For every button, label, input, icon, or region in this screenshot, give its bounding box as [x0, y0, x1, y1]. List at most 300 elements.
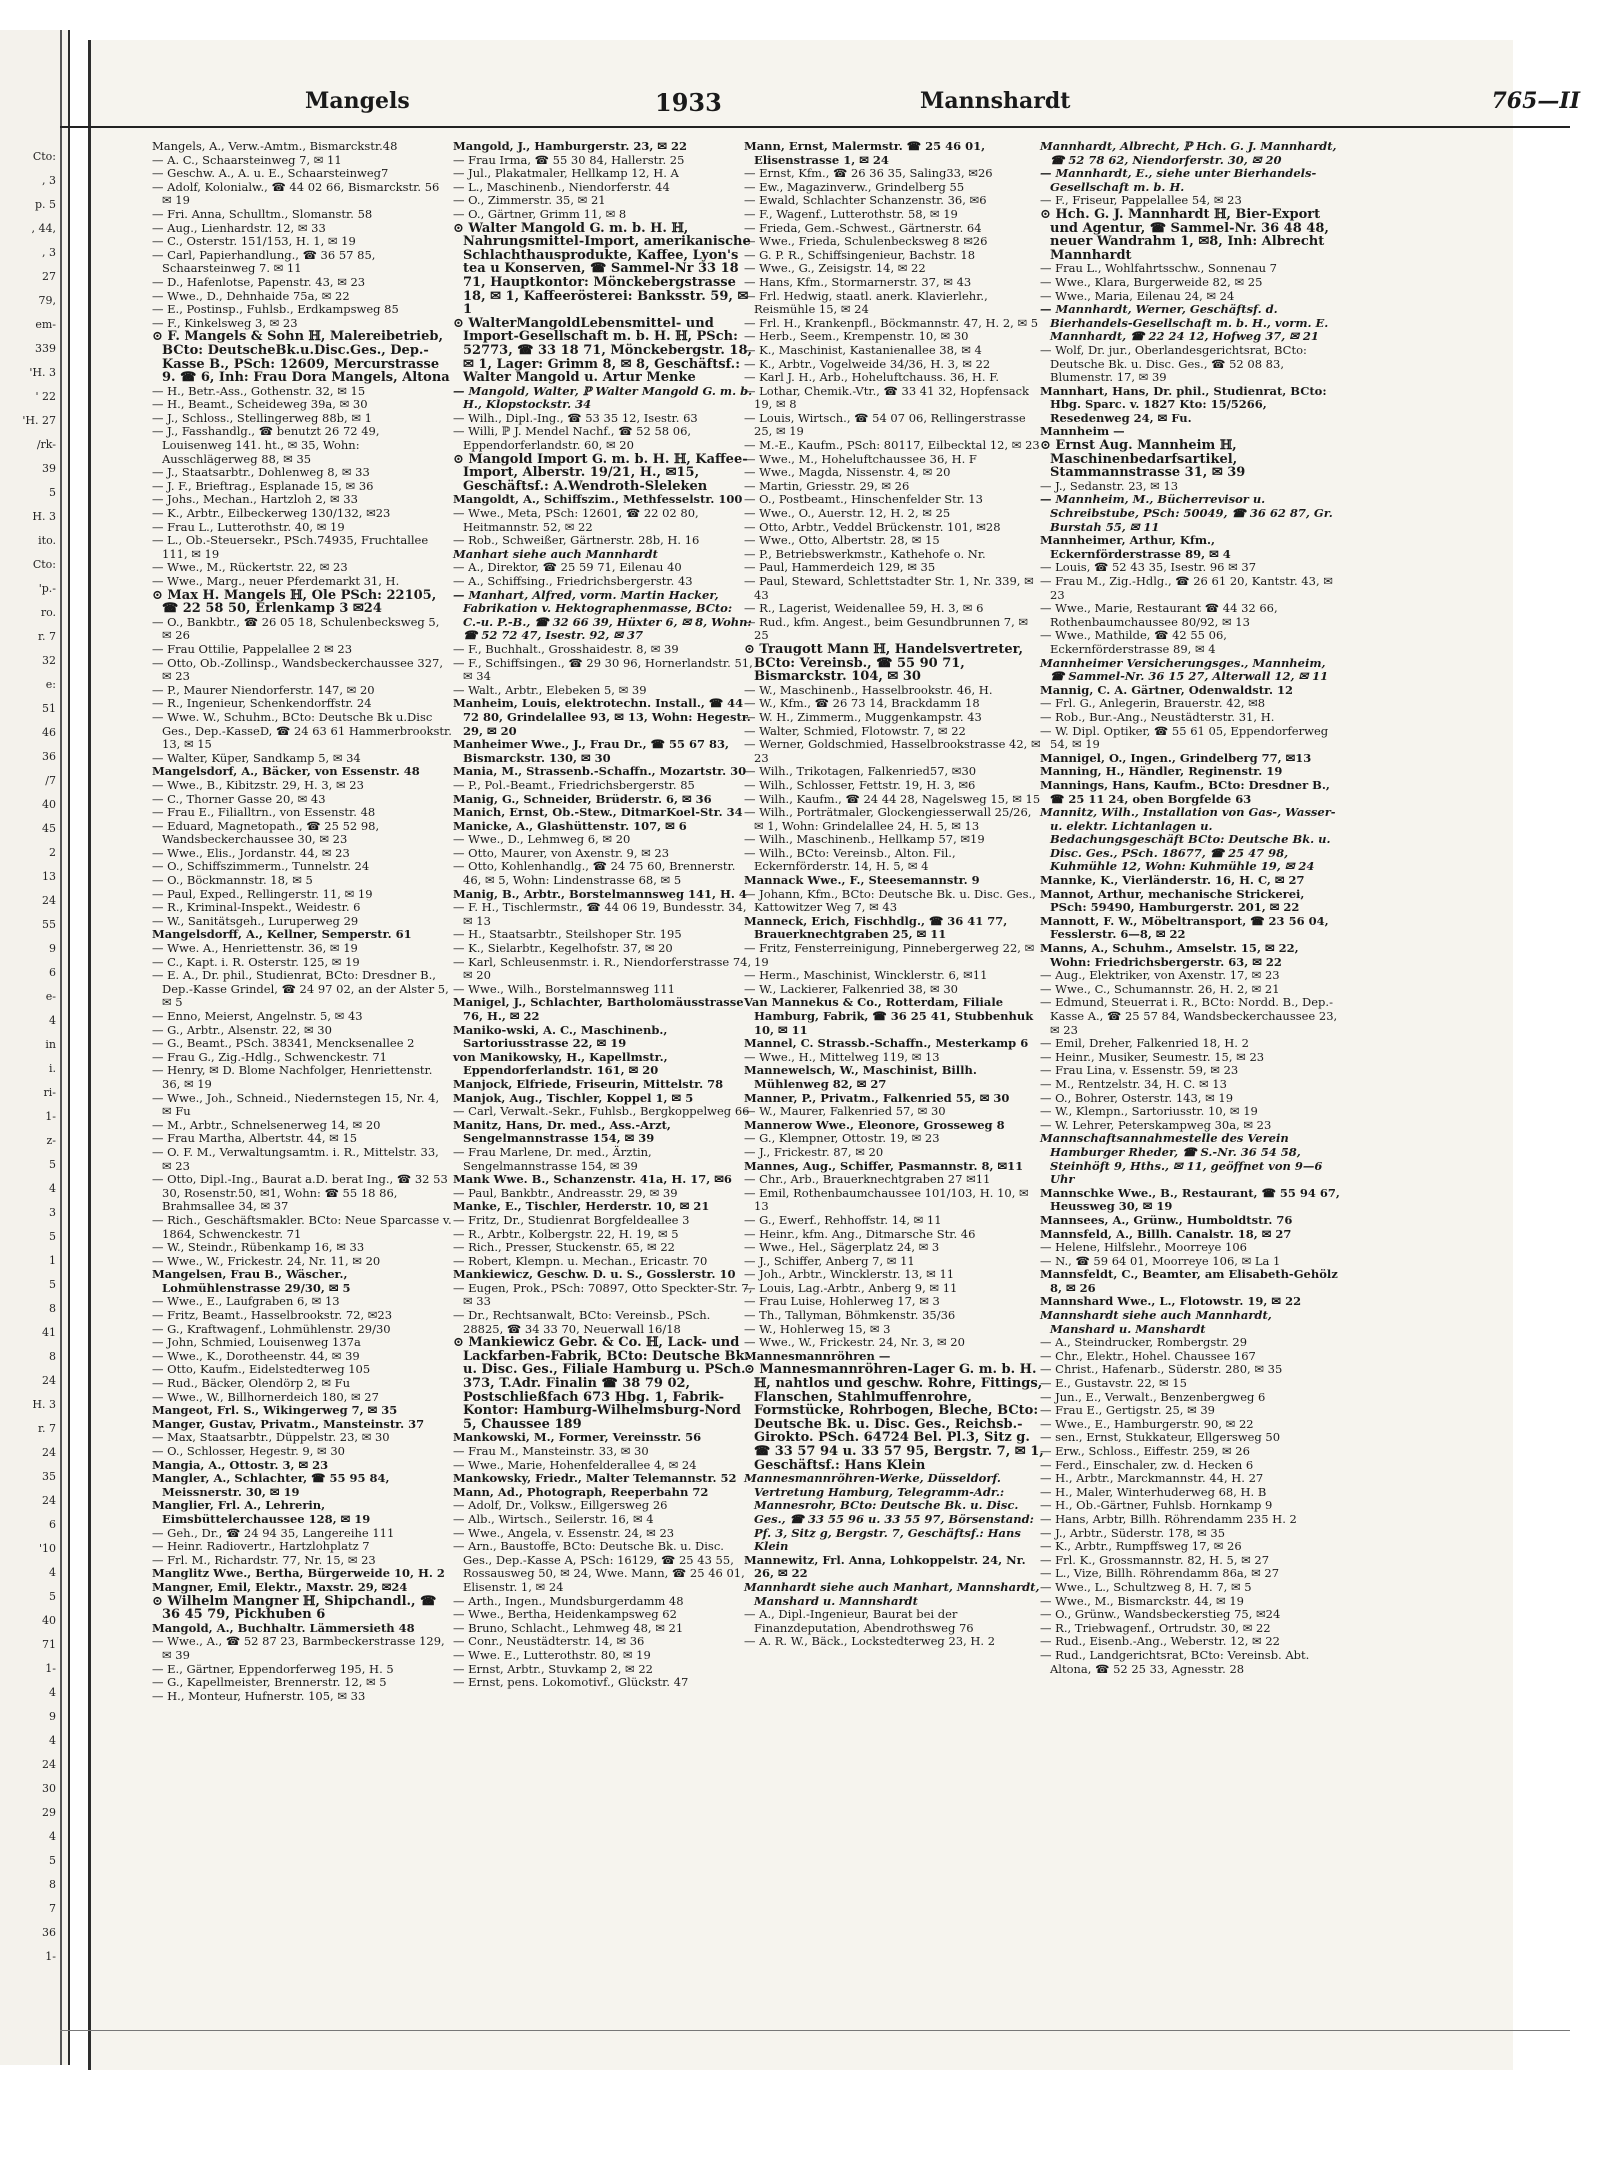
directory-entry: Mannewitz, Frl. Anna, Lohkoppelstr. 24, Nr. 26, ✉ 22: [744, 1552, 1026, 1581]
left-fragment: 1-: [45, 1950, 56, 1963]
directory-entry: — Wwe., E., Hamburgerstr. 90, ✉ 22: [1040, 1416, 1254, 1431]
directory-entry: — H., Beamt., Scheideweg 39a, ✉ 30: [152, 397, 368, 412]
left-fragment: ito.: [38, 534, 56, 547]
directory-entry: — Frau E., Filialltrn., von Essenstr. 48: [152, 805, 376, 820]
directory-entry: — Otto, Maurer, von Axenstr. 9, ✉ 23: [453, 845, 670, 860]
left-fragment: 4: [49, 1734, 56, 1747]
directory-entry: von Manikowsky, H., Kapellmstr., Eppendorferlandstr. 161, ✉ 20: [453, 1049, 668, 1078]
directory-entry: — Wwe., A., ☎ 52 87 23, Barmbeckerstrasse 129, ✉ 39: [152, 1634, 445, 1662]
directory-entry: Mannschaftsannahmestelle des Verein Hamburger Rheder, ☎ S.-Nr. 36 54 58, Steinhöft 9, Hths., ✉ 11, geöffnet von 9—6 Uhr: [1040, 1131, 1323, 1187]
directory-entry: — Carl, Papierhandlung., ☎ 36 57 85, Schaarsteinweg 7. ✉ 11: [152, 247, 376, 276]
directory-entry: — Ferd., Einschaler, zw. d. Hecken 6: [1040, 1457, 1254, 1472]
left-fragment: 7: [49, 1902, 56, 1915]
directory-entry: Mankowsky, Friedr., Malter Telemannstr. 52: [453, 1471, 737, 1486]
directory-entry: — H., Arbtr., Marckmannstr. 44, H. 27: [1040, 1471, 1264, 1486]
directory-entry: — Wolf, Dr. jur., Oberlandesgerichtsrat, BCto: Deutsche Bk. u. Disc. Ges., ☎ 52 08 83, Blumenstr. 17, ✉ 39: [1040, 342, 1307, 385]
directory-entry: — Jul., Plakatmaler, Hellkamp 12, H. A: [453, 166, 679, 181]
directory-entry: — Fritz, Beamt., Hasselbrookstr. 72, ✉23: [152, 1308, 393, 1323]
directory-entry: — Karl J. H., Arb., Hoheluftchauss. 36, H. F.: [744, 370, 1000, 385]
directory-entry: Mannack Wwe., F., Steesemannstr. 9: [744, 873, 980, 888]
directory-entry: — Wwe., M., Bismarckstr. 44, ✉ 19: [1040, 1593, 1244, 1608]
directory-entry: — Frau Ottilie, Pappelallee 2 ✉ 23: [152, 641, 353, 656]
directory-entry: — Paul, Exped., Rellingerstr. 11, ✉ 19: [152, 886, 373, 901]
left-fragment: 8: [49, 1350, 56, 1363]
left-fragment: 24: [42, 894, 56, 907]
directory-entry: — Fri. Anna, Schulltm., Slomanstr. 58: [152, 206, 373, 221]
directory-entry: — Arth., Ingen., Mundsburgerdamm 48: [453, 1593, 684, 1608]
directory-entry: Mannshardt siehe auch Mannhardt, Manshard u. Manshardt: [1040, 1308, 1272, 1336]
left-fragment: 2: [49, 846, 56, 859]
header-year: 1933: [655, 88, 722, 117]
directory-entry: Mannheim —: [1040, 424, 1125, 439]
directory-entry: — Frau M., Zig.-Hdlg., ☎ 26 61 20, Kantstr. 43, ✉ 23: [1040, 574, 1333, 602]
directory-entry: — C., Osterstr. 151/153, H. 1, ✉ 19: [152, 234, 356, 249]
directory-entry: — Emil, Rothenbaumchaussee 101/103, H. 10, ✉ 13: [744, 1185, 1029, 1214]
directory-entry: — Frl. K., Grossmannstr. 82, H. 5, ✉ 27: [1040, 1552, 1270, 1567]
directory-entry: — H., Betr.-Ass., Gothenstr. 32, ✉ 15: [152, 383, 366, 398]
directory-entry: — Eugen, Prok., PSch: 70897, Otto Speckter-Str. 7, ✉ 33: [453, 1280, 753, 1309]
directory-entry: — D., Hafenlotse, Papenstr. 43, ✉ 23: [152, 274, 366, 289]
left-fragment: 36: [42, 1926, 56, 1939]
directory-entry: Mannsfeld, A., Billh. Canalstr. 18, ✉ 27: [1040, 1226, 1292, 1241]
directory-entry: Manglier, Frl. A., Lehrerin, Eimsbüttelerchaussee 128, ✉ 19: [152, 1498, 371, 1526]
directory-column-3: [744, 140, 1044, 1649]
directory-entry: — Henry, ✉ D. Blome Nachfolger, Henriettenstr. 36, ✉ 19: [152, 1063, 433, 1091]
directory-entry: — Wwe., O., Auerstr. 12, H. 2, ✉ 25: [744, 506, 951, 521]
left-fragment: 'H. 27: [22, 414, 56, 427]
directory-entry: — R., Arbtr., Kolbergstr. 22, H. 19, ✉ 5: [453, 1226, 679, 1241]
directory-entry: — Wilh., Schlosser, Fettstr. 19, H. 3, ✉6: [744, 777, 976, 792]
directory-entry: — Werner, Goldschmied, Hasselbrookstrasse 42, ✉ 23: [744, 737, 1041, 765]
directory-entry: — Mangold, Walter, ℙ Walter Mangold G. m. b. H., Klopstockstr. 34: [453, 383, 753, 412]
directory-entry: — Joh., Arbtr., Wincklerstr. 13, ✉ 11: [744, 1267, 955, 1282]
directory-entry: — Wwe., Marie, Restaurant ☎ 44 32 66, Rothenbaumchaussee 80/92, ✉ 13: [1040, 601, 1278, 629]
directory-entry: — Karl, Schleusenmstr. i. R., Niendorferstrasse 74, ✉ 20: [453, 954, 752, 983]
left-fragment: Cto:: [32, 558, 56, 571]
left-fragment: 24: [42, 1758, 56, 1771]
left-fragment: 339: [35, 342, 56, 355]
directory-entry: — W., Maurer, Falkenried 57, ✉ 30: [744, 1104, 946, 1119]
left-fragment: i.: [48, 1062, 56, 1075]
directory-entry: — Ernst, pens. Lokomotivf., Glückstr. 47: [453, 1675, 689, 1690]
directory-entry: Mannot, Arthur, mechanische Strickerei, PSch: 59490, Hamburgerstr. 201, ✉ 22: [1040, 886, 1305, 915]
directory-entry: Mangler, A., Schlachter, ☎ 55 95 84, Meissnerstr. 30, ✉ 19: [152, 1471, 390, 1499]
left-fragment: 24: [42, 1374, 56, 1387]
left-fragment: 9: [49, 942, 56, 955]
directory-entry: ⊙ Max H. Mangels ℍ, Ole PSch: 22105, ☎ 22 58 50, Erlenkamp 3 ✉24: [152, 587, 437, 617]
directory-entry: — Frau L., Wohlfahrtsschw., Sonnenau 7: [1040, 261, 1277, 276]
directory-entry: — F., Schiffsingen., ☎ 29 30 96, Hornerlandstr. 51, ✉ 34: [453, 655, 753, 684]
directory-entry: — Wwe., L., Schultzweg 8, H. 7, ✉ 5: [1040, 1579, 1252, 1594]
directory-entry: — Frau G., Zig.-Hdlg., Schwenckestr. 71: [152, 1049, 387, 1064]
directory-entry: — Adolf, Kolonialw., ☎ 44 02 66, Bismarckstr. 56 ✉ 19: [152, 179, 440, 208]
left-fragment: , 3: [42, 246, 56, 259]
directory-entry: — Wwe., K., Dorotheenstr. 44, ✉ 39: [152, 1348, 360, 1363]
directory-entry: — Rob., Schweißer, Gärtnerstr. 28b, H. 16: [453, 533, 700, 548]
page-gutter-line: [60, 30, 62, 2065]
directory-entry: — Frau Luise, Hohlerweg 17, ✉ 3: [744, 1294, 940, 1309]
directory-entry: — Wwe., Otto, Albertstr. 28, ✉ 15: [744, 533, 940, 548]
directory-entry: — Wilh., Dipl.-Ing., ☎ 53 35 12, Isestr. 63: [453, 410, 698, 425]
directory-entry: — A., Schiffsing., Friedrichsbergerstr. 43: [453, 574, 693, 588]
directory-entry: Mankowski, M., Former, Vereinsstr. 56: [453, 1430, 702, 1445]
left-fragment: 5: [49, 1158, 56, 1171]
left-fragment: em-: [35, 318, 56, 331]
directory-entry: — Wilh., Maschinenb., Hellkamp 57, ✉19: [744, 832, 985, 847]
directory-entry: Mannesmannröhren-Werke, Düsseldorf. Vertretung Hamburg, Telegramm-Adr.: Mannesrohr, BCto: Deutsche Bk. u. Disc. Ges., ☎ 33 55 96 u. 33 55 97, Börsenstand: Pf. 3, Sitz g, Bergstr. 7, Geschäftsf.: Hans Klein: [744, 1471, 1034, 1554]
directory-entry: — Wwe., Marg., neuer Pferdemarkt 31, H.: [152, 574, 400, 588]
left-fragment: 4: [49, 1014, 56, 1027]
directory-entry: — L., Vize, Billh. Röhrendamm 86a, ✉ 27: [1040, 1566, 1280, 1581]
directory-entry: — Jun., E., Verwalt., Benzenbergweg 6: [1040, 1389, 1266, 1404]
directory-entry: Mannings, Hans, Kaufm., BCto: Dresdner B., ☎ 25 11 24, oben Borgfelde 63: [1040, 777, 1330, 806]
directory-entry: — W., Maschinenb., Hasselbrookstr. 46, H.: [744, 682, 993, 697]
directory-entry: Mannesmannröhren —: [744, 1348, 891, 1363]
directory-entry: — Frl. M., Richardstr. 77, Nr. 15, ✉ 23: [152, 1552, 376, 1567]
directory-entry: — Wwe., B., Kibitzstr. 29, H. 3, ✉ 23: [152, 777, 364, 792]
directory-entry: — O. F. M., Verwaltungsamtm. i. R., Mittelstr. 33, ✉ 23: [152, 1144, 439, 1173]
directory-entry: Manheimer Wwe., J., Frau Dr., ☎ 55 67 83, Bismarckstr. 130, ✉ 30: [453, 737, 730, 765]
directory-entry: — F., Wagenf., Lutterothstr. 58, ✉ 19: [744, 206, 958, 221]
directory-entry: — Rich., Presser, Stuckenstr. 65, ✉ 22: [453, 1240, 675, 1255]
directory-entry: — C., Thorner Gasse 20, ✉ 43: [152, 791, 326, 806]
directory-entry: ⊙ Traugott Mann ℍ, Handelsvertreter, BCto: Vereinsb., ☎ 55 90 71, Bismarckstr. 104, ✉ 30: [744, 641, 1024, 685]
directory-entry: ⊙ Mangold Import G. m. b. H. ℍ, Kaffee-Import, Alberstr. 19/21, H., ✉15, Geschäftsf.: A.Wendroth-Sleleken: [453, 451, 748, 494]
directory-entry: — Enno, Meierst, Angelnstr. 5, ✉ 43: [152, 1009, 363, 1023]
left-fragment: 5: [49, 486, 56, 499]
directory-entry: — W. Lehrer, Peterskampweg 30a, ✉ 23: [1040, 1117, 1272, 1132]
directory-entry: Mangold, J., Hamburgerstr. 23, ✉ 22: [453, 139, 688, 153]
directory-entry: — Hans, Arbtr, Billh. Röhrendamm 235 H. 2: [1040, 1511, 1297, 1526]
directory-entry: — Ernst, Arbtr., Stuvkamp 2, ✉ 22: [453, 1661, 653, 1676]
directory-entry: — Wwe., C., Schumannstr. 26, H. 2, ✉ 21: [1040, 981, 1280, 996]
directory-entry: — Christ., Hafenarb., Süderstr. 280, ✉ 35: [1040, 1362, 1283, 1377]
left-fragment: 8: [49, 1302, 56, 1315]
directory-entry: — Wwe., Bertha, Heidenkampsweg 62: [453, 1607, 677, 1622]
directory-entry: Mannerow Wwe., Eleonore, Grosseweg 8: [744, 1117, 1005, 1132]
directory-entry: — Paul, Hammerdeich 129, ✉ 35: [744, 560, 936, 575]
left-fragment: 'p.-: [38, 582, 56, 595]
directory-entry: — Carl, Verwalt.-Sekr., Fuhlsb., Bergkoppelweg 66: [453, 1104, 750, 1119]
directory-entry: — J., Fasshandlg., ☎ benutzt 26 72 49, Louisenweg 141. ht., ✉ 35, Wohn: Ausschlägerweg 88, ✉ 35: [152, 424, 380, 466]
directory-entry: — H., Maler, Winterhuderweg 68, H. B: [1040, 1484, 1267, 1499]
directory-entry: Mannshard Wwe., L., Flotowstr. 19, ✉ 22: [1040, 1294, 1302, 1309]
directory-entry: — Geh., Dr., ☎ 24 94 35, Langereihe 111: [152, 1525, 395, 1540]
directory-entry: — P., Pol.-Beamt., Friedrichsbergerstr. 85: [453, 777, 695, 792]
directory-entry: — G. P. R., Schiffsingenieur, Bachstr. 18: [744, 247, 976, 262]
directory-entry: — O., Böckmannstr. 18, ✉ 5: [152, 873, 313, 888]
directory-entry: — Adolf, Dr., Volksw., Eillgersweg 26: [453, 1498, 668, 1513]
left-fragment: 3: [49, 1206, 56, 1219]
directory-entry: — Frau L., Lutterothstr. 40, ✉ 19: [152, 519, 345, 534]
directory-entry: — Emil, Dreher, Falkenried 18, H. 2: [1040, 1036, 1249, 1051]
left-fragment: 1-: [45, 1662, 56, 1675]
directory-entry: — Frieda, Gem.-Schwest., Gärtnerstr. 64: [744, 220, 982, 235]
directory-entry: — G., Arbtr., Alsenstr. 22, ✉ 30: [152, 1022, 332, 1037]
left-fragment: 40: [42, 798, 56, 811]
directory-entry: — Rud., Eisenb.-Ang., Weberstr. 12, ✉ 22: [1040, 1634, 1280, 1649]
footer-rule: [60, 2030, 1570, 2031]
directory-entry: Mangoldt, A., Schiffszim., Methfesselstr. 100: [453, 492, 743, 507]
directory-entry: — K., Arbtr., Rumpffsweg 17, ✉ 26: [1040, 1539, 1242, 1554]
left-fragment: 6: [49, 966, 56, 979]
directory-entry: — Paul, Bankbtr., Andreasstr. 29, ✉ 39: [453, 1185, 678, 1200]
directory-entry: — Lothar, Chemik.-Vtr., ☎ 33 41 32, Hopfensack 19, ✉ 8: [744, 383, 1029, 412]
directory-entry: — J., Schloss., Stellingerweg 88b, ✉ 1: [152, 410, 372, 425]
left-fragment: , 3: [42, 174, 56, 187]
directory-entry: — Wwe. E., Lutterothstr. 80, ✉ 19: [453, 1647, 651, 1662]
directory-entry: Manigel, J., Schlachter, Bartholomäusstrasse 76, H., ✉ 22: [453, 995, 744, 1023]
directory-entry: — Wwe., Wilh., Borstelmannsweg 111: [453, 981, 675, 996]
directory-entry: — K., Maschinist, Kastanienallee 38, ✉ 4: [744, 342, 982, 357]
left-fragment: 41: [42, 1326, 56, 1339]
directory-entry: Manns, A., Schuhm., Amselstr. 15, ✉ 22, Wohn: Friedrichsbergerstr. 63, ✉ 22: [1040, 941, 1299, 969]
directory-entry: — W., Klempn., Sartoriusstr. 10, ✉ 19: [1040, 1104, 1258, 1119]
directory-entry: — O., Gärtner, Grimm 11, ✉ 8: [453, 206, 627, 221]
directory-entry: Mangelsen, Frau B., Wäscher., Lohmühlenstrasse 29/30, ✉ 5: [152, 1267, 351, 1295]
directory-entry: — Johann, Kfm., BCto: Deutsche Bk. u. Disc. Ges., Kattowitzer Weg 7, ✉ 43: [744, 886, 1036, 915]
directory-entry: Mannel, C. Strassb.-Schaffn., Mesterkamp 6: [744, 1036, 1029, 1051]
directory-entry: — G., Klempner, Ottostr. 19, ✉ 23: [744, 1131, 940, 1146]
directory-entry: Manglitz Wwe., Bertha, Bürgerweide 10, H. 2: [152, 1566, 445, 1581]
directory-entry: — Wwe., Angela, v. Essenstr. 24, ✉ 23: [453, 1525, 675, 1540]
directory-entry: Manig, G., Schneider, Brüderstr. 6, ✉ 36: [453, 791, 712, 806]
directory-entry: Manig, B., Arbtr., Borstelmannsweg 141, H. 4: [453, 886, 747, 901]
directory-entry: — Chr., Arb., Brauerknechtgraben 27 ✉11: [744, 1172, 991, 1187]
directory-entry: — Wwe., H., Mittelweg 119, ✉ 13: [744, 1049, 940, 1064]
directory-entry: Mann, Ad., Photograph, Reeperbahn 72: [453, 1484, 709, 1499]
directory-entry: — Herb., Seem., Krempenstr. 10, ✉ 30: [744, 329, 969, 344]
left-fragment: 5: [49, 1230, 56, 1243]
directory-entry: ⊙ Mannesmannröhren-Lager G. m. b. H. ℍ, nahtlos und geschw. Rohre, Fittings, Flanschen, Stahlmuffenrohre, Formstücke, Rohrbogen, Bleche, BCto: Deutsche Bk. u. Disc. Ges., Reichsb.-Girokto. PSch. 64724 Bel. Pl.3, Sitz g. ☎ 33 57 94 u. 33 57 95, Bergstr. 7, ✉ 1, Geschäftsf.: Hans Klein: [744, 1362, 1044, 1473]
directory-entry: — O., Postbeamt., Hinschenfelder Str. 13: [744, 492, 983, 507]
directory-entry: — Heinr. Radiovertr., Hartzlohplatz 7: [152, 1539, 370, 1554]
directory-entry: Mannott, F. W., Möbeltransport, ☎ 23 56 04, Fesslerstr. 6—8, ✉ 22: [1040, 913, 1329, 942]
left-fragment: p. 5: [34, 198, 56, 211]
left-fragment: 8: [49, 1878, 56, 1891]
directory-entry: — Aug., Lienhardstr. 12, ✉ 33: [152, 220, 326, 235]
directory-entry: — John, Schmied, Louisenweg 137a: [152, 1335, 361, 1350]
left-fragment: 6: [49, 1518, 56, 1531]
directory-entry: — J. F., Brieftrag., Esplanade 15, ✉ 36: [152, 478, 374, 493]
directory-entry: — Herm., Maschinist, Wincklerstr. 6, ✉11: [744, 968, 988, 983]
directory-entry: Mangelsdorf, A., Bäcker, von Essenstr. 48: [152, 764, 420, 779]
directory-entry: — Mannhardt, E., siehe unter Bierhandels-Gesellschaft m. b. H.: [1040, 166, 1317, 194]
directory-entry: — Johs., Mechan., Hartzloh 2, ✉ 33: [152, 492, 358, 507]
directory-entry: — Erw., Schloss., Eiffestr. 259, ✉ 26: [1040, 1444, 1250, 1458]
directory-entry: — W. Dipl. Optiker, ☎ 55 61 05, Eppendorferweg 54, ✉ 19: [1040, 723, 1329, 752]
directory-entry: — Fritz, Dr., Studienrat Borgfeldeallee 3: [453, 1212, 690, 1227]
directory-entry: — Wwe. W., Schuhm., BCto: Deutsche Bk u.Disc Ges., Dep.-KasseD, ☎ 24 63 61 Hammerbrookstr. 13, ✉ 15: [152, 709, 452, 752]
left-fragment: 'H. 3: [29, 366, 56, 379]
directory-entry: — Otto, Ob.-Zollinsp., Wandsbeckerchaussee 327, ✉ 23: [152, 655, 443, 684]
directory-entry: Mannsees, A., Grünw., Humboldtstr. 76: [1040, 1212, 1293, 1227]
directory-entry: ⊙ F. Mangels & Sohn ℍ, Malereibetrieb, BCto: DeutscheBk.u.Disc.Ges., Dep.-Kasse B., PSch: 12609, Mercurstrasse 9. ☎ 6, Inh: Frau Dora Mangels, Altona: [152, 329, 450, 386]
left-fragment: 5: [49, 1590, 56, 1603]
directory-entry: — A. C., Schaarsteinweg 7, ✉ 11: [152, 152, 342, 167]
directory-entry: Mannheimer Versicherungsges., Mannheim, ☎ Sammel-Nr. 36 15 27, Alterwall 12, ✉ 11: [1040, 655, 1329, 684]
directory-entry: — Wilh., Trikotagen, Falkenried57, ✉30: [744, 764, 977, 779]
directory-entry: — Wilh., BCto: Vereinsb., Alton. Fil., Eckernförderstr. 14, H. 5, ✉ 4: [744, 845, 956, 874]
directory-entry: — Robert, Klempn. u. Mechan., Ericastr. 70: [453, 1253, 708, 1268]
directory-entry: — Rob., Bur.-Ang., Neustädterstr. 31, H.: [1040, 709, 1275, 724]
directory-entry: Mangner, Emil, Elektr., Maxstr. 29, ✉24: [152, 1579, 408, 1594]
directory-entry: — Walt., Arbtr., Elebeken 5, ✉ 39: [453, 682, 647, 697]
directory-entry: Mannschke Wwe., B., Restaurant, ☎ 55 94 67, Heussweg 30, ✉ 19: [1040, 1185, 1340, 1214]
directory-entry: — Frau Lina, v. Essenstr. 59, ✉ 23: [1040, 1063, 1239, 1078]
left-page-edge: [0, 30, 70, 2065]
directory-entry: — F., Friseur, Pappelallee 54, ✉ 23: [1040, 193, 1242, 208]
directory-entry: ⊙ Wilhelm Mangner ℍ, Shipchandl., ☎ 36 45 79, Pickhuben 6: [152, 1593, 437, 1623]
directory-entry: — Otto, Arbtr., Veddel Brückenstr. 101, ✉28: [744, 519, 1001, 534]
directory-entry: — K., Arbtr., Eilbeckerweg 130/132, ✉23: [152, 506, 391, 521]
directory-entry: Mangia, A., Ottostr. 3, ✉ 23: [152, 1457, 329, 1472]
directory-entry: — Wwe., D., Dehnhaide 75a, ✉ 22: [152, 288, 350, 303]
directory-entry: — Wwe., W., Billhornerdeich 180, ✉ 27: [152, 1389, 379, 1404]
left-fragment: 4: [49, 1830, 56, 1843]
directory-entry: — J., Arbtr., Süderstr. 178, ✉ 35: [1040, 1525, 1226, 1540]
left-fragment: r. 7: [37, 1422, 56, 1435]
left-fragment: 5: [49, 1854, 56, 1867]
directory-entry: ⊙ Hch. G. J. Mannhardt ℍ, Bier-Export und Agentur, ☎ Sammel-Nr. 36 48 48, neuer Wandrahm 1, ✉8, Inh: Albrecht Mannhardt: [1040, 206, 1329, 263]
directory-entry: — O., Zimmerstr. 35, ✉ 21: [453, 193, 606, 208]
directory-entry: — Aug., Elektriker, von Axenstr. 17, ✉ 23: [1040, 968, 1280, 983]
directory-entry: Mangold, A., Buchhaltr. Lämmersieth 48: [152, 1620, 415, 1635]
directory-entry: — Paul, Steward, Schlettstadter Str. 1, Nr. 339, ✉ 43: [744, 574, 1034, 602]
directory-entry: — J., Schiffer, Anberg 7, ✉ 11: [744, 1253, 915, 1268]
directory-entry: Manneck, Erich, Fischhdlg., ☎ 36 41 77, Brauerknechtgraben 25, ✉ 11: [744, 913, 1008, 942]
directory-entry: — O., Schiffszimmerm., Tunnelstr. 24: [152, 859, 370, 874]
left-fragment: 24: [42, 1446, 56, 1459]
directory-entry: Mangels, A., Verw.-Amtm., Bismarckstr.48: [152, 139, 398, 153]
directory-entry: — Otto, Kohlenhandlg., ☎ 24 75 60, Brennerstr. 46, ✉ 5, Wohn: Lindenstrasse 68, ✉ 5: [453, 859, 736, 888]
directory-entry: — H., Monteur, Hufnerstr. 105, ✉ 33: [152, 1688, 366, 1703]
left-fragment: 4: [49, 1566, 56, 1579]
directory-entry: — K., Arbtr., Vogelweide 34/36, H. 3, ✉ 22: [744, 356, 991, 371]
left-fragment: 45: [42, 822, 56, 835]
directory-entry: Mangeot, Frl. S., Wikingerweg 7, ✉ 35: [152, 1403, 398, 1418]
directory-entry: — Geschw. A., A. u. E., Schaarsteinweg7: [152, 166, 389, 181]
directory-entry: — M., Arbtr., Schnelsenerweg 14, ✉ 20: [152, 1117, 381, 1132]
directory-entry: — Chr., Elektr., Hohel. Chaussee 167: [1040, 1348, 1256, 1363]
directory-entry: — H., Ob.-Gärtner, Fuhlsb. Hornkamp 9: [1040, 1498, 1273, 1513]
directory-entry: — Heinr., Musiker, Seumestr. 15, ✉ 23: [1040, 1049, 1265, 1064]
directory-entry: — Otto, Kaufm., Eidelstedterweg 105: [152, 1362, 371, 1377]
directory-entry: Mannke, K., Vierländerstr. 16, H. C, ✉ 27: [1040, 873, 1305, 888]
directory-entry: — Manhart, Alfred, vorm. Martin Hacker, Fabrikation v. Hektographenmasse, BCto: C.-u. P.-B., ☎ 32 66 39, Hüxter 6, ✉ 8, Wohn: ☎ 52 72 47, Isestr. 92, ✉ 37: [453, 587, 752, 643]
directory-entry: — F. H., Tischlermstr., ☎ 44 06 19, Bundesstr. 34, ✉ 13: [453, 900, 747, 928]
directory-entry: Mannheimer, Arthur, Kfm., Eckernförderstrasse 89, ✉ 4: [1040, 533, 1231, 561]
directory-entry: — Wwe. A., Henriettenstr. 36, ✉ 19: [152, 941, 358, 956]
directory-entry: Mania, M., Strassenb.-Schaffn., Mozartstr. 30: [453, 764, 747, 779]
directory-entry: — G., Kapellmeister, Brennerstr. 12, ✉ 5: [152, 1675, 387, 1690]
left-fragment: Cto:: [32, 150, 56, 163]
directory-entry: Manjock, Elfriede, Friseurin, Mittelstr. 78: [453, 1076, 724, 1091]
directory-entry: — J., Sedanstr. 23, ✉ 13: [1040, 478, 1179, 493]
header-left-keyword: Mangels: [305, 88, 410, 114]
directory-entry: — Wwe., M., Hoheluftchaussee 36, H. F: [744, 451, 977, 466]
directory-entry: — Wwe., D., Lehmweg 6, ✉ 20: [453, 832, 631, 847]
directory-entry: — Wwe., Klara, Burgerweide 82, ✉ 25: [1040, 274, 1263, 289]
directory-entry: — Frl. Hedwig, staatl. anerk. Klavierlehr., Reismühle 15, ✉ 24: [744, 288, 988, 317]
directory-entry: — Wwe., Frieda, Schulenbecksweg 8 ✉26: [744, 234, 988, 249]
directory-entry: — W., Hohlerweg 15, ✉ 3: [744, 1321, 891, 1336]
left-fragment: 39: [42, 462, 56, 475]
directory-entry: — Otto, Dipl.-Ing., Baurat a.D. berat Ing., ☎ 32 53 30, Rosenstr.50, ✉1, Wohn: ☎ 55 18 86, Brahmsallee 34, ✉ 37: [152, 1172, 448, 1214]
directory-entry: — Eduard, Magnetopath., ☎ 25 52 98, Wandsbeckerchaussee 30, ✉ 23: [152, 818, 380, 847]
directory-entry: — Rich., Geschäftsmakler. BCto: Neue Sparcasse v. 1864, Schwenckestr. 71: [152, 1212, 452, 1241]
directory-entry: — N., ☎ 59 64 01, Moorreye 106, ✉ La 1: [1040, 1253, 1281, 1268]
left-fragment: , 44,: [31, 222, 56, 235]
left-fragment: 51: [42, 702, 56, 715]
left-fragment: 35: [42, 1470, 56, 1483]
left-fragment: 46: [42, 726, 56, 739]
directory-entry: — Wwe., M., Rückertstr. 22, ✉ 23: [152, 560, 348, 575]
directory-entry: Mannhardt, Albrecht, ℙ Hch. G. J. Mannhardt, ☎ 52 78 62, Niendorferstr. 30, ✉ 20: [1040, 139, 1337, 167]
left-fragment: ri-: [43, 1086, 56, 1099]
directory-entry: — Rud., Landgerichtsrat, BCto: Vereinsb. Abt. Altona, ☎ 52 25 33, Agnesstr. 28: [1040, 1647, 1310, 1676]
directory-entry: Mannsfeldt, C., Beamter, am Elisabeth-Gehölz 8, ✉ 26: [1040, 1267, 1338, 1295]
directory-entry: — Wwe., Maria, Eilenau 24, ✉ 24: [1040, 288, 1235, 303]
directory-entry: — Arn., Baustoffe, BCto: Deutsche Bk. u. Disc. Ges., Dep.-Kasse A, PSch: 16129, ☎ 25 43 55, Rossausweg 50, ✉ 24, Wwe. Mann, ☎ 25 46 01, Elisenstr. 1, ✉ 24: [453, 1539, 745, 1594]
left-fragment: 79,: [38, 294, 56, 307]
directory-entry: — Helene, Hilfslehr., Moorreye 106: [1040, 1240, 1247, 1255]
directory-entry: — Frl. G., Anlegerin, Brauerstr. 42, ✉8: [1040, 696, 1266, 711]
directory-column-2: [453, 140, 753, 1690]
directory-entry: — F., Kinkelsweg 3, ✉ 23: [152, 315, 298, 330]
directory-entry: — O., Bohrer, Osterstr. 143, ✉ 19: [1040, 1090, 1234, 1105]
directory-entry: — P., Maurer Niendorferstr. 147, ✉ 20: [152, 682, 375, 697]
directory-entry: Manger, Gustav, Privatm., Mansteinstr. 37: [152, 1416, 425, 1431]
directory-entry: — Th., Tallyman, Böhmkenstr. 35/36: [744, 1308, 956, 1323]
directory-entry: — Walter, Schmied, Flotowstr. 7, ✉ 22: [744, 723, 966, 738]
left-fragment: z-: [46, 1134, 56, 1147]
directory-entry: — R., Ingenieur, Schenkendorffstr. 24: [152, 696, 372, 711]
left-fragment: H. 3: [32, 1398, 56, 1411]
left-fragment: 4: [49, 1686, 56, 1699]
directory-entry: — G., Ewerf., Rehhoffstr. 14, ✉ 11: [744, 1212, 942, 1227]
directory-entry: — L., Maschinenb., Niendorferstr. 44: [453, 179, 670, 194]
header-right-keyword: Mannshardt: [920, 88, 1071, 114]
directory-entry: Mannitz, Wilh., Installation von Gas-, Wasser- u. elektr. Lichtanlagen u. Bedachungsgeschäft BCto: Deutsche Bk. u. Disc. Ges., PSch. 18677, ☎ 25 47 98, Kuhmühle 12, Wohn: Kuhmühle 19, ✉ 24: [1040, 805, 1336, 874]
directory-entry: Van Mannekus & Co., Rotterdam, Filiale Hamburg, Fabrik, ☎ 36 25 41, Stubbenhuk 10, ✉ 11: [744, 995, 1034, 1037]
directory-entry: — Wwe., Hel., Sägerplatz 24, ✉ 3: [744, 1240, 940, 1255]
directory-entry: — G., Beamt., PSch. 38341, Mencksenallee 2: [152, 1036, 415, 1051]
directory-entry: — R., Kriminal-Inspekt., Weidestr. 6: [152, 900, 361, 915]
directory-entry: — O., Grünw., Wandsbeckerstieg 75, ✉24: [1040, 1607, 1281, 1622]
directory-entry: — W., Steindr., Rübenkamp 16, ✉ 33: [152, 1240, 365, 1255]
left-fragment: e:: [45, 678, 56, 691]
directory-entry: ⊙ WalterMangoldLebensmittel- und Import-Gesellschaft m. b. H. ℍ, PSch: 52773, ☎ 33 18 71, Mönckebergstr. 18, ✉ 1, Lager: Grimm 8, ✉ 8, Geschäftsf.: Walter Mangold u. Artur Menke: [453, 315, 753, 386]
header-page-number: 765—II: [1491, 88, 1580, 114]
directory-entry: — Frl. H., Krankenpfl., Böckmannstr. 47, H. 2, ✉ 5: [744, 315, 1039, 330]
left-fragment: 29: [42, 1806, 56, 1819]
directory-entry: — Ewald, Schlachter Schanzenstr. 36, ✉6: [744, 193, 987, 208]
left-fragment: 9: [49, 1710, 56, 1723]
header-rule: [60, 126, 1570, 128]
left-fragment: 40: [42, 1614, 56, 1627]
directory-entry: Mannigel, O., Ingen., Grindelberg 77, ✉13: [1040, 750, 1312, 765]
left-fragment: 27: [42, 270, 56, 283]
left-fragment: 1: [49, 1254, 56, 1267]
directory-entry: — Wwe., Meta, PSch: 12601, ☎ 22 02 80, Heitmannstr. 52, ✉ 22: [453, 506, 699, 534]
directory-entry: Manicke, A., Glashüttenstr. 107, ✉ 6: [453, 818, 687, 833]
left-fragment: ' 22: [35, 390, 56, 403]
directory-entry: — C., Kapt. i. R. Osterstr. 125, ✉ 19: [152, 954, 360, 969]
directory-entry: — Conr., Neustädterstr. 14, ✉ 36: [453, 1634, 645, 1649]
directory-entry: Mann, Ernst, Malermstr. ☎ 25 46 01, Elisenstrasse 1, ✉ 24: [744, 139, 986, 167]
directory-entry: — J., Frickestr. 87, ✉ 20: [744, 1144, 884, 1159]
